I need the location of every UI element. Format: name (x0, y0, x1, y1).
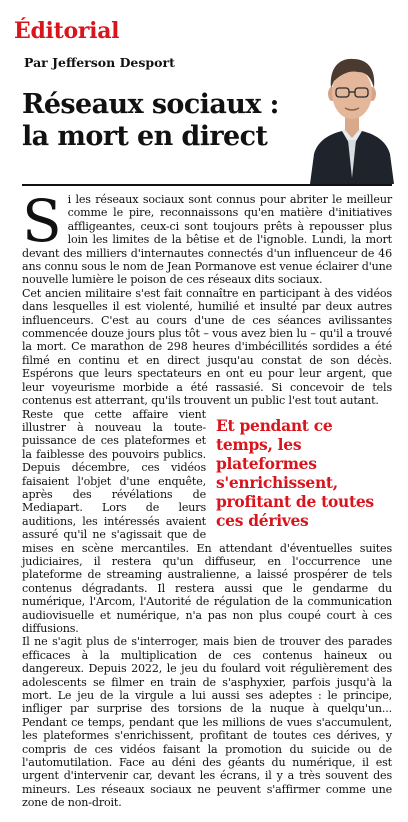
section-rubric: Éditorial (14, 18, 120, 44)
author-portrait (308, 48, 396, 184)
author-byline: Par Jefferson Desport (24, 55, 175, 70)
drop-cap: S (22, 187, 62, 255)
title-line-2: la mort en direct (22, 121, 268, 152)
pull-quote: Et pendant ce temps, les plateformes s'enrichissent, profitant de toutes ces dérives (216, 415, 374, 530)
paragraph-2: Cet ancien militaire s'est fait connaître en participant à des vidéos dans lesquelles il est violenté, humilié et insulté par deux autres influenceurs. C'est au cours d'une de ces séances avilissantes commencée douze jours plus tôt – vous avez bien lu – qu'il a trouvé la mort. Ce marathon de 298 heures d'imbécillités sordides a été filmé en continu et en direct jusqu'au constat de son décès. Espérons que leurs spectateurs en ont eu pour leur argent, que leur voyeurisme morbide a été rassasié. Si concevoir de tels contenus est atterrant, qu'ils trouvent un public l'est tout autant. (22, 286, 392, 408)
paragraph-1 (22, 187, 392, 287)
paragraph-3: Reste que cette affaire vient illustrer à nouveau la toute-puissance de ces plateformes et la faiblesse des pouvoirs publics. Depuis décembre, ces vidéos faisaient l'objet d'une enquête, après des révélations de Mediapart. Lors de leurs auditions, les intéressés avaient assuré qu'il ne s'agissait que de mises en scène mercantiles. En attendant d'éventuelles suites judiciaires, il restera qu'un diffuseur, en l'occurrence une plateforme de streaming australienne, a laissé prospérer de tels contenus dégradants. Il restera aussi que le gendarme du numérique, l'Arcom, l'Autorité de régulation de la communication audiovisuelle et numérique, n'a pas non plus coupé court à ces diffusions. (22, 407, 392, 635)
article-title (22, 89, 322, 153)
paragraph-1-text: i les réseaux sociaux sont connus pour abriter le meilleur comme le pire, reconnaissons qu'en matière d'initiatives affligeantes, ceux-ci sont toujours prêts à repousser plus loin les limites de la bêtise et de l'ignoble. Lundi, la mort devant des milliers d'internautes connectés d'un influenceur de 46 ans connu sous le nom de Jean Pormanove est venue éclairer d'une nouvelle lumière le poison de ces réseaux dits sociaux. (22, 193, 392, 287)
article-body (22, 187, 392, 810)
paragraph-4: Il ne s'agit plus de s'interroger, mais bien de trouver des parades efficaces à la multiplication de ces contenus haineux ou dangereux. Depuis 2022, le jeu du foulard voit régulièrement des adolescents se filmer en train de s'asphyxier, parfois jusqu'à la mort. Le jeu de la virgule a lui aussi ses adeptes : le principe, infliger par surprise des torsions de la nuque à quelqu'un... Pendant ce temps, pendant que les millions de vues s'accumulent, les plateformes s'enrichissent, profitant de toutes ces dérives, y compris de ces vidéos faisant la promotion du suicide ou de l'automutilation. Face au déni des géants du numérique, il est urgent d'intervenir car, devant les écrans, il y a très souvent des mineurs. Les réseaux sociaux ne peuvent s'affirmer comme une zone de non-droit. (22, 635, 392, 810)
title-divider (22, 184, 392, 186)
title-line-1: Réseaux sociaux : (22, 89, 279, 120)
